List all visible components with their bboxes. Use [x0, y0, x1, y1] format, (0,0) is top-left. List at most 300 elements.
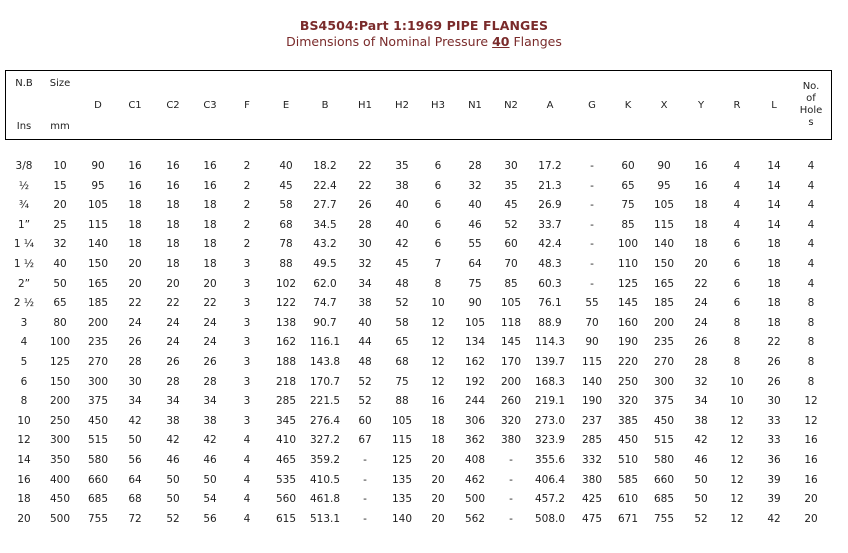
table-cell: 20	[431, 454, 445, 466]
table-cell: 76.1	[538, 297, 562, 310]
table-cell: 425	[581, 493, 603, 506]
table-cell: 24	[694, 316, 708, 329]
table-cell: 125	[617, 277, 639, 290]
table-cell: 88	[395, 395, 409, 408]
table-cell: 12	[804, 414, 818, 427]
table-cell: 125	[391, 454, 413, 466]
table-cell: 6	[733, 238, 741, 251]
table-cell: 219.1	[534, 395, 566, 408]
table-cell: 300	[87, 375, 109, 388]
table-cell: 80	[53, 316, 67, 329]
table-cell: 16	[431, 395, 445, 408]
table-cell: 18	[203, 258, 217, 270]
header-col-c1: C1	[128, 100, 142, 111]
table-cell: 3/8	[15, 160, 33, 172]
table-cell: 18	[128, 238, 142, 251]
table-cell: 14	[767, 179, 781, 192]
table-cell: 52	[166, 512, 180, 525]
table-cell: 12	[730, 512, 744, 525]
table-cell: 285	[581, 434, 603, 447]
table-cell: 16	[804, 434, 818, 447]
table-cell: 33.7	[538, 218, 562, 231]
table-cell: 410.5	[309, 473, 341, 486]
table-cell: 250	[617, 375, 639, 388]
table-cell: 192	[464, 375, 486, 388]
table-cell: 32	[694, 375, 708, 388]
header-col-y: Y	[697, 100, 705, 111]
table-cell: 355.6	[534, 454, 566, 466]
table-cell: 685	[653, 493, 675, 506]
table-cell: 162	[275, 336, 297, 349]
table-cell: 26	[694, 336, 708, 349]
table-cell: 535	[275, 473, 297, 486]
table-cell: 38	[395, 179, 409, 192]
table-cell: 20	[804, 493, 818, 506]
table-cell: 90.7	[313, 316, 337, 329]
table-cell: 4	[243, 473, 251, 486]
table-cell: 660	[87, 473, 109, 486]
table-cell: 45	[395, 258, 409, 270]
table-cell: 72	[128, 512, 142, 525]
table-cell: 3	[243, 297, 251, 310]
header-col-r: R	[733, 100, 741, 111]
table-row	[0, 395, 848, 415]
table-cell: 8	[807, 375, 815, 388]
table-cell: 18	[166, 199, 180, 212]
table-cell: 50	[166, 473, 180, 486]
table-cell: 46	[694, 454, 708, 466]
table-cell: 10	[730, 395, 744, 408]
table-cell: 33	[767, 434, 781, 447]
table-cell: 385	[617, 414, 639, 427]
table-cell: 2	[243, 218, 251, 231]
table-cell: 270	[653, 356, 675, 368]
table-cell: 22	[358, 179, 372, 192]
table-cell: 2 ½	[13, 297, 35, 310]
table-cell: 190	[581, 395, 603, 408]
table-cell: -	[590, 258, 594, 270]
table-cell: 20	[128, 277, 142, 290]
table-cell: 34.5	[313, 218, 337, 231]
table-cell: 14	[17, 454, 31, 466]
table-cell: 350	[49, 454, 71, 466]
table-cell: 32	[53, 238, 67, 251]
table-cell: 140	[653, 238, 675, 251]
table-cell: 4	[807, 238, 815, 251]
table-cell: 4	[807, 160, 815, 172]
table-row	[0, 336, 848, 356]
table-cell: 6	[434, 160, 442, 172]
table-cell: 42.4	[538, 238, 562, 251]
table-row	[0, 454, 848, 474]
table-row	[0, 238, 848, 258]
table-cell: 34	[128, 395, 142, 408]
header-col-d: D	[94, 100, 102, 111]
table-cell: 39	[767, 493, 781, 506]
table-cell: 4	[20, 336, 28, 349]
table-cell: 48	[358, 356, 372, 368]
table-row	[0, 493, 848, 513]
table-cell: 36	[767, 454, 781, 466]
table-row	[0, 474, 848, 494]
table-cell: 562	[464, 512, 486, 525]
table-cell: 18	[17, 493, 31, 506]
table-cell: 12	[730, 414, 744, 427]
table-cell: 4	[807, 199, 815, 212]
table-cell: 34	[203, 395, 217, 408]
table-cell: 200	[500, 375, 522, 388]
table-cell: 30	[358, 238, 372, 251]
table-cell: 170	[500, 356, 522, 368]
table-cell: 40	[468, 199, 482, 212]
table-cell: 20	[431, 512, 445, 525]
table-cell: 10	[431, 297, 445, 310]
table-cell: 135	[391, 493, 413, 506]
table-row	[0, 415, 848, 435]
table-cell: 38	[694, 414, 708, 427]
table-cell: 88.9	[538, 316, 562, 329]
table-cell: 15	[53, 179, 67, 192]
table-cell: 2	[243, 160, 251, 172]
table-cell: 14	[767, 218, 781, 231]
table-cell: 45	[279, 179, 293, 192]
table-cell: 200	[87, 316, 109, 329]
table-row	[0, 160, 848, 180]
table-cell: 18	[128, 199, 142, 212]
table-cell: 18	[128, 218, 142, 231]
table-cell: 28	[358, 218, 372, 231]
table-cell: 50	[53, 277, 67, 290]
table-cell: 150	[653, 258, 675, 270]
table-cell: 6	[733, 297, 741, 310]
table-cell: 375	[87, 395, 109, 408]
table-cell: 16	[166, 160, 180, 172]
table-cell: 26	[166, 356, 180, 368]
table-cell: 4	[733, 218, 741, 231]
table-cell: -	[590, 277, 594, 290]
table-cell: 1 ¼	[13, 238, 35, 251]
table-cell: 40	[279, 160, 293, 172]
table-cell: 85	[621, 218, 635, 231]
table-cell: 145	[500, 336, 522, 349]
table-cell: 755	[653, 512, 675, 525]
table-cell: 1”	[17, 218, 31, 231]
table-cell: 30	[767, 395, 781, 408]
table-cell: 18	[694, 218, 708, 231]
table-cell: 610	[617, 493, 639, 506]
table-subtitle	[0, 34, 848, 49]
table-cell: 34	[166, 395, 180, 408]
table-cell: 1 ½	[13, 258, 35, 270]
table-cell: 170.7	[309, 375, 341, 388]
table-row	[0, 278, 848, 298]
table-cell: 3	[243, 258, 251, 270]
table-cell: 188	[275, 356, 297, 368]
table-cell: 6	[733, 258, 741, 270]
table-cell: 408	[464, 454, 486, 466]
table-row	[0, 219, 848, 239]
table-cell: 46	[203, 454, 217, 466]
table-cell: 17.2	[538, 160, 562, 172]
table-cell: 515	[87, 434, 109, 447]
table-row	[0, 317, 848, 337]
table-cell: 115	[653, 218, 675, 231]
table-cell: 22	[128, 297, 142, 310]
table-cell: 46	[468, 218, 482, 231]
table-cell: 300	[653, 375, 675, 388]
table-cell: -	[590, 238, 594, 251]
table-cell: 20	[17, 512, 31, 525]
table-cell: 6	[434, 218, 442, 231]
table-cell: 327.2	[309, 434, 341, 447]
header-col-e: E	[282, 100, 290, 111]
table-cell: 100	[617, 238, 639, 251]
table-cell: 457.2	[534, 493, 566, 506]
table-cell: 40	[358, 316, 372, 329]
table-cell: 380	[500, 434, 522, 447]
table-cell: 500	[464, 493, 486, 506]
header-holes-line: of	[806, 93, 816, 104]
table-cell: 30	[128, 375, 142, 388]
header-col-g: G	[588, 100, 596, 111]
table-cell: 28	[203, 375, 217, 388]
table-cell: 18	[166, 218, 180, 231]
table-cell: 8	[733, 356, 741, 368]
table-cell: -	[590, 218, 594, 231]
table-cell: 75	[468, 277, 482, 290]
table-cell: 62.0	[313, 277, 337, 290]
table-cell: 4	[733, 160, 741, 172]
table-cell: 4	[733, 179, 741, 192]
table-cell: 22	[166, 297, 180, 310]
table-cell: 22	[203, 297, 217, 310]
table-cell: 4	[807, 218, 815, 231]
table-cell: 400	[49, 473, 71, 486]
table-cell: 140	[581, 375, 603, 388]
table-cell: 3	[243, 277, 251, 290]
table-cell: 12	[730, 434, 744, 447]
table-cell: 116.1	[309, 336, 341, 349]
header-col-n1: N1	[468, 100, 482, 111]
table-cell: 85	[504, 277, 518, 290]
table-cell: 18	[203, 199, 217, 212]
table-cell: 65	[395, 336, 409, 349]
header-holes-line: s	[808, 117, 814, 128]
table-cell: 105	[500, 297, 522, 310]
table-cell: 102	[275, 277, 297, 290]
table-cell: 125	[49, 356, 71, 368]
table-cell: 70	[504, 258, 518, 270]
table-cell: 218	[275, 375, 297, 388]
table-cell: 42	[128, 414, 142, 427]
table-cell: 320	[500, 414, 522, 427]
table-cell: 150	[49, 375, 71, 388]
table-cell: 40	[395, 199, 409, 212]
table-cell: 16	[804, 473, 818, 486]
table-cell: 68	[128, 493, 142, 506]
table-cell: 105	[391, 414, 413, 427]
table-cell: 56	[203, 512, 217, 525]
table-cell: 6	[434, 238, 442, 251]
table-cell: 375	[653, 395, 675, 408]
table-cell: 12	[804, 395, 818, 408]
table-cell: 345	[275, 414, 297, 427]
table-cell: 33	[767, 414, 781, 427]
table-cell: 22	[694, 277, 708, 290]
table-cell: 190	[617, 336, 639, 349]
table-cell: 8	[807, 336, 815, 349]
table-cell: 28	[166, 375, 180, 388]
table-cell: 35	[504, 179, 518, 192]
table-cell: 14	[767, 160, 781, 172]
table-cell: 16	[804, 454, 818, 466]
header-size: Size	[49, 78, 71, 89]
table-cell: 4	[243, 434, 251, 447]
table-cell: 3	[20, 316, 28, 329]
table-cell: 24	[166, 336, 180, 349]
table-cell: 200	[49, 395, 71, 408]
table-cell: 20	[53, 199, 67, 212]
table-cell: 18	[767, 238, 781, 251]
table-cell: 60	[621, 160, 635, 172]
table-cell: 3	[243, 316, 251, 329]
table-cell: 139.7	[534, 356, 566, 368]
table-cell: 34	[358, 277, 372, 290]
table-cell: 26	[128, 336, 142, 349]
table-cell: 90	[657, 160, 671, 172]
table-cell: 12	[730, 493, 744, 506]
table-cell: 20	[804, 512, 818, 525]
table-cell: 671	[617, 512, 639, 525]
table-cell: 8	[807, 316, 815, 329]
table-cell: 50	[694, 473, 708, 486]
table-cell: 90	[91, 160, 105, 172]
table-cell: 18	[203, 238, 217, 251]
table-cell: 65	[621, 179, 635, 192]
table-cell: 54	[203, 493, 217, 506]
table-cell: 10	[17, 414, 31, 427]
table-cell: 42	[203, 434, 217, 447]
table-cell: 52	[694, 512, 708, 525]
table-cell: 8	[807, 297, 815, 310]
header-col-b: B	[321, 100, 329, 111]
table-cell: 27.7	[313, 199, 337, 212]
table-cell: 4	[807, 179, 815, 192]
table-cell: 74.7	[313, 297, 337, 310]
table-cell: 24	[203, 316, 217, 329]
table-cell: 48	[395, 277, 409, 290]
table-cell: 64	[128, 473, 142, 486]
table-cell: 515	[653, 434, 675, 447]
table-cell: 18	[203, 218, 217, 231]
table-cell: 16	[17, 473, 31, 486]
table-cell: 20	[166, 277, 180, 290]
table-cell: 18	[431, 414, 445, 427]
table-cell: 18	[767, 316, 781, 329]
table-cell: 114.3	[534, 336, 566, 349]
table-cell: 95	[657, 179, 671, 192]
table-cell: -	[363, 493, 367, 506]
table-cell: 585	[617, 473, 639, 486]
table-cell: 260	[500, 395, 522, 408]
table-row	[0, 376, 848, 396]
table-cell: 3	[243, 395, 251, 408]
table-cell: 28	[468, 160, 482, 172]
table-cell: 75	[621, 199, 635, 212]
table-title: BS4504:Part 1:1969 PIPE FLANGES	[299, 18, 549, 33]
table-cell: 3	[243, 375, 251, 388]
table-row	[0, 180, 848, 200]
table-cell: 12	[431, 316, 445, 329]
table-cell: -	[363, 473, 367, 486]
table-cell: 6	[733, 277, 741, 290]
table-cell: 244	[464, 395, 486, 408]
table-cell: 24	[694, 297, 708, 310]
table-cell: 48.3	[538, 258, 562, 270]
table-cell: 22	[767, 336, 781, 349]
table-cell: 50	[203, 473, 217, 486]
table-cell: 60.3	[538, 277, 562, 290]
table-cell: 2	[243, 238, 251, 251]
table-cell: 410	[275, 434, 297, 447]
table-cell: 34	[694, 395, 708, 408]
table-cell: 250	[49, 414, 71, 427]
table-cell: 32	[468, 179, 482, 192]
table-cell: 273.0	[534, 414, 566, 427]
table-cell: 8	[733, 316, 741, 329]
table-cell: 3	[243, 336, 251, 349]
table-cell: 18	[694, 238, 708, 251]
table-cell: 2	[243, 179, 251, 192]
table-cell: 45	[504, 199, 518, 212]
table-cell: 105	[653, 199, 675, 212]
table-cell: 20	[128, 258, 142, 270]
table-cell: 115	[87, 218, 109, 231]
table-cell: 58	[279, 199, 293, 212]
table-cell: 12	[431, 356, 445, 368]
table-cell: 42	[166, 434, 180, 447]
table-cell: -	[509, 512, 513, 525]
table-cell: 8	[434, 277, 442, 290]
table-cell: 20	[431, 493, 445, 506]
table-cell: 276.4	[309, 414, 341, 427]
table-cell: 24	[203, 336, 217, 349]
table-cell: 7	[434, 258, 442, 270]
table-cell: 285	[275, 395, 297, 408]
table-cell: 56	[128, 454, 142, 466]
table-cell: 560	[275, 493, 297, 506]
table-cell: 28	[694, 356, 708, 368]
table-row	[0, 434, 848, 454]
table-cell: 38	[358, 297, 372, 310]
table-cell: 18	[166, 238, 180, 251]
table-cell: 12	[730, 454, 744, 466]
table-cell: 40	[395, 218, 409, 231]
table-cell: 42	[395, 238, 409, 251]
table-cell: 64	[468, 258, 482, 270]
table-cell: 500	[49, 512, 71, 525]
table-cell: 4	[243, 493, 251, 506]
table-cell: 18.2	[313, 160, 337, 172]
table-cell: 105	[464, 316, 486, 329]
table-cell: 4	[807, 277, 815, 290]
table-cell: 475	[581, 512, 603, 525]
table-cell: 140	[87, 238, 109, 251]
table-row	[0, 513, 848, 533]
table-cell: 24	[166, 316, 180, 329]
table-cell: 55	[468, 238, 482, 251]
table-cell: 16	[128, 160, 142, 172]
